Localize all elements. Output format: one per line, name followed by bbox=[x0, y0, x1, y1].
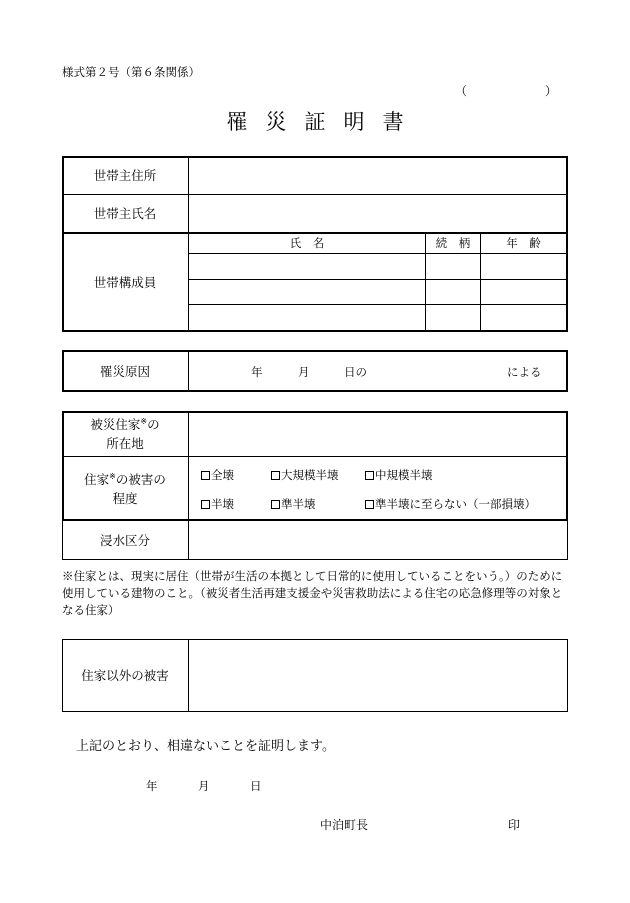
household-name-input[interactable] bbox=[189, 195, 566, 232]
cause-suffix: による bbox=[507, 365, 542, 379]
checkbox-icon[interactable] bbox=[201, 471, 210, 480]
household-address-label: 世帯主住所 bbox=[93, 167, 157, 183]
flood-input[interactable] bbox=[189, 521, 566, 559]
members-header-relation: 続 柄 bbox=[435, 236, 471, 250]
household-members-label: 世帯構成員 bbox=[93, 274, 157, 290]
form-number: 様式第２号（第６条関係） bbox=[62, 65, 200, 79]
members-header-age: 年 齢 bbox=[506, 236, 541, 250]
damage-location-input[interactable] bbox=[189, 412, 566, 456]
checkbox-icon[interactable] bbox=[365, 500, 374, 509]
members-header-name: 氏 名 bbox=[289, 236, 325, 250]
member-age-input[interactable] bbox=[481, 254, 566, 279]
cert-day-unit: 日 bbox=[250, 779, 262, 793]
other-damage-input[interactable] bbox=[189, 640, 566, 711]
damage-location-label: 被災住家※の 所在地 bbox=[90, 416, 160, 451]
member-name-input[interactable] bbox=[189, 280, 425, 304]
checkbox-icon[interactable] bbox=[201, 500, 210, 509]
checkbox-half-collapse[interactable]: 半壊 bbox=[201, 496, 234, 512]
checkbox-medium-half-collapse[interactable]: 中規模半壊 bbox=[365, 467, 433, 483]
member-relation-input[interactable] bbox=[426, 280, 480, 304]
cause-date-field[interactable] bbox=[189, 351, 566, 391]
cause-label: 罹災原因 bbox=[99, 363, 150, 379]
household-address-input[interactable] bbox=[189, 157, 566, 194]
cert-month-unit: 月 bbox=[198, 779, 210, 793]
document-title: 罹災証明書 bbox=[226, 110, 422, 134]
member-name-input[interactable] bbox=[189, 254, 425, 279]
damage-degree-label: 住家※の被害の 程度 bbox=[84, 471, 166, 506]
doc-number-open-paren: （ bbox=[455, 84, 468, 98]
checkbox-icon[interactable] bbox=[365, 471, 374, 480]
household-name-label: 世帯主氏名 bbox=[93, 205, 157, 221]
cause-month-unit: 月 bbox=[298, 365, 310, 379]
checkbox-large-half-collapse[interactable]: 大規模半壊 bbox=[271, 467, 339, 483]
certification-statement: 上記のとおり、相違ないことを証明します。 bbox=[76, 739, 335, 754]
member-age-input[interactable] bbox=[481, 280, 566, 304]
member-relation-input[interactable] bbox=[426, 305, 480, 331]
cause-day-unit: 日の bbox=[344, 365, 367, 379]
other-damage-label: 住家以外の被害 bbox=[81, 668, 169, 683]
doc-number-close-paren: ） bbox=[544, 84, 557, 98]
cert-year-unit: 年 bbox=[146, 779, 158, 793]
member-name-input[interactable] bbox=[189, 305, 425, 331]
cause-year-unit: 年 bbox=[251, 365, 263, 379]
certification-date-field[interactable] bbox=[140, 778, 280, 796]
checkbox-icon[interactable] bbox=[271, 471, 280, 480]
member-relation-input[interactable] bbox=[426, 254, 480, 279]
issuer-name: 中泊町長 bbox=[320, 818, 369, 832]
seal-mark: 印 bbox=[508, 818, 521, 832]
checkbox-partial-damage[interactable]: 準半壊に至らない（一部損壊） bbox=[365, 496, 536, 512]
checkbox-total-collapse[interactable]: 全壊 bbox=[201, 467, 234, 483]
checkbox-icon[interactable] bbox=[271, 500, 280, 509]
checkbox-semi-half-collapse[interactable]: 準半壊 bbox=[271, 496, 316, 512]
residence-definition-note: ※住家とは、現実に居住（世帯が生活の本拠として日常的に使用していることをいう。）のために使用している建物のこと。（被災者生活再建支援金や災害救助法による住宅の応急修理等の対象となる住家） bbox=[62, 569, 563, 617]
document-number-field[interactable] bbox=[455, 82, 557, 99]
member-age-input[interactable] bbox=[481, 305, 566, 331]
flood-label: 浸水区分 bbox=[99, 532, 150, 548]
